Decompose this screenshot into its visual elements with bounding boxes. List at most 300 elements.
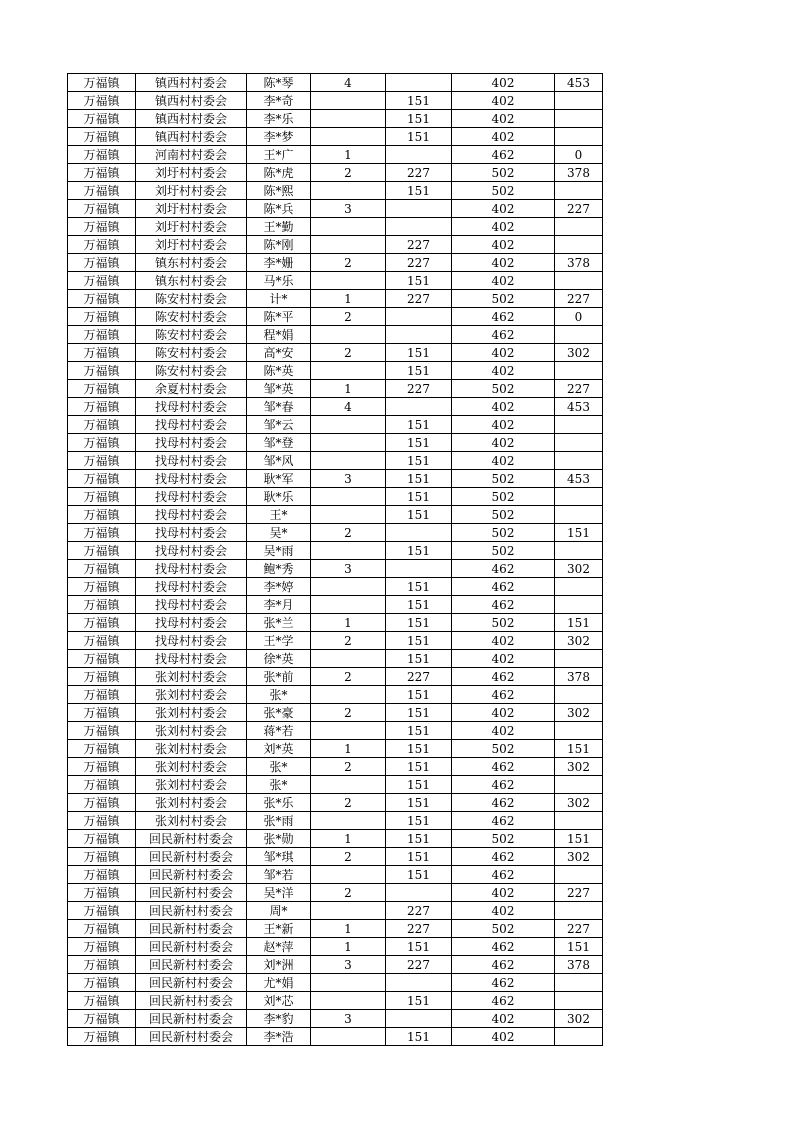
town-cell: 万福镇 xyxy=(68,650,136,668)
amount-b-cell: 402 xyxy=(452,92,555,110)
village-committee-cell: 陈安村村委会 xyxy=(136,362,247,380)
name-cell: 李*乐 xyxy=(247,110,311,128)
count-cell xyxy=(311,182,386,200)
village-committee-cell: 找母村村委会 xyxy=(136,452,247,470)
total-cell: 378 xyxy=(555,956,603,974)
town-cell: 万福镇 xyxy=(68,938,136,956)
total-cell: 227 xyxy=(555,920,603,938)
town-cell: 万福镇 xyxy=(68,632,136,650)
village-committee-cell: 找母村村委会 xyxy=(136,560,247,578)
total-cell xyxy=(555,992,603,1010)
amount-b-cell: 402 xyxy=(452,344,555,362)
village-committee-cell: 回民新村村委会 xyxy=(136,974,247,992)
name-cell: 邹*若 xyxy=(247,866,311,884)
amount-a-cell xyxy=(386,200,452,218)
amount-a-cell: 151 xyxy=(386,650,452,668)
total-cell: 151 xyxy=(555,938,603,956)
amount-a-cell: 151 xyxy=(386,830,452,848)
amount-b-cell: 502 xyxy=(452,614,555,632)
amount-b-cell: 402 xyxy=(452,416,555,434)
table-row xyxy=(68,74,603,92)
count-cell xyxy=(311,506,386,524)
amount-a-cell xyxy=(386,560,452,578)
total-cell: 302 xyxy=(555,758,603,776)
town-cell: 万福镇 xyxy=(68,434,136,452)
table-row xyxy=(68,380,603,398)
table-row xyxy=(68,830,603,848)
total-cell xyxy=(555,434,603,452)
amount-b-cell: 462 xyxy=(452,992,555,1010)
name-cell: 耿*军 xyxy=(247,470,311,488)
name-cell: 王* xyxy=(247,506,311,524)
name-cell: 高*安 xyxy=(247,344,311,362)
town-cell: 万福镇 xyxy=(68,128,136,146)
amount-b-cell: 402 xyxy=(452,884,555,902)
amount-b-cell: 402 xyxy=(452,254,555,272)
town-cell: 万福镇 xyxy=(68,1010,136,1028)
town-cell: 万福镇 xyxy=(68,74,136,92)
total-cell: 378 xyxy=(555,668,603,686)
village-committee-cell: 镇东村村委会 xyxy=(136,272,247,290)
village-committee-cell: 张刘村村委会 xyxy=(136,740,247,758)
amount-a-cell: 151 xyxy=(386,848,452,866)
amount-b-cell: 502 xyxy=(452,488,555,506)
table-row xyxy=(68,650,603,668)
total-cell xyxy=(555,452,603,470)
amount-b-cell: 402 xyxy=(452,74,555,92)
amount-a-cell: 151 xyxy=(386,272,452,290)
amount-a-cell: 151 xyxy=(386,686,452,704)
village-committee-cell: 回民新村村委会 xyxy=(136,884,247,902)
village-committee-cell: 找母村村委会 xyxy=(136,632,247,650)
town-cell: 万福镇 xyxy=(68,542,136,560)
village-committee-cell: 刘圩村村委会 xyxy=(136,218,247,236)
amount-a-cell xyxy=(386,1010,452,1028)
count-cell xyxy=(311,128,386,146)
amount-b-cell: 462 xyxy=(452,596,555,614)
town-cell: 万福镇 xyxy=(68,794,136,812)
count-cell: 4 xyxy=(311,74,386,92)
amount-b-cell: 402 xyxy=(452,200,555,218)
name-cell: 蒋*若 xyxy=(247,722,311,740)
count-cell: 3 xyxy=(311,956,386,974)
name-cell: 马*乐 xyxy=(247,272,311,290)
total-cell: 453 xyxy=(555,398,603,416)
amount-b-cell: 402 xyxy=(452,272,555,290)
village-committee-cell: 张刘村村委会 xyxy=(136,776,247,794)
total-cell xyxy=(555,488,603,506)
amount-b-cell: 402 xyxy=(452,704,555,722)
village-committee-cell: 回民新村村委会 xyxy=(136,938,247,956)
town-cell: 万福镇 xyxy=(68,362,136,380)
amount-b-cell: 502 xyxy=(452,830,555,848)
total-cell xyxy=(555,182,603,200)
name-cell: 张*勋 xyxy=(247,830,311,848)
total-cell xyxy=(555,902,603,920)
town-cell: 万福镇 xyxy=(68,200,136,218)
amount-b-cell: 462 xyxy=(452,956,555,974)
village-committee-cell: 找母村村委会 xyxy=(136,506,247,524)
town-cell: 万福镇 xyxy=(68,182,136,200)
total-cell: 151 xyxy=(555,524,603,542)
total-cell xyxy=(555,650,603,668)
table-row xyxy=(68,776,603,794)
amount-b-cell: 502 xyxy=(452,524,555,542)
name-cell: 李*婷 xyxy=(247,578,311,596)
town-cell: 万福镇 xyxy=(68,254,136,272)
name-cell: 陈*熙 xyxy=(247,182,311,200)
count-cell xyxy=(311,686,386,704)
village-committee-cell: 找母村村委会 xyxy=(136,542,247,560)
amount-a-cell: 227 xyxy=(386,236,452,254)
amount-a-cell: 151 xyxy=(386,128,452,146)
amount-a-cell xyxy=(386,974,452,992)
amount-a-cell: 151 xyxy=(386,740,452,758)
table-row xyxy=(68,434,603,452)
town-cell: 万福镇 xyxy=(68,902,136,920)
amount-a-cell xyxy=(386,308,452,326)
name-cell: 陈*平 xyxy=(247,308,311,326)
town-cell: 万福镇 xyxy=(68,848,136,866)
town-cell: 万福镇 xyxy=(68,668,136,686)
name-cell: 李*浩 xyxy=(247,1028,311,1046)
data-table xyxy=(67,73,603,1046)
count-cell xyxy=(311,542,386,560)
village-committee-cell: 找母村村委会 xyxy=(136,434,247,452)
table-row xyxy=(68,974,603,992)
town-cell: 万福镇 xyxy=(68,506,136,524)
amount-b-cell: 462 xyxy=(452,848,555,866)
table-row xyxy=(68,1028,603,1046)
town-cell: 万福镇 xyxy=(68,974,136,992)
name-cell: 张*豪 xyxy=(247,704,311,722)
amount-b-cell: 402 xyxy=(452,722,555,740)
count-cell xyxy=(311,992,386,1010)
count-cell: 2 xyxy=(311,254,386,272)
amount-a-cell: 151 xyxy=(386,416,452,434)
count-cell: 1 xyxy=(311,290,386,308)
total-cell xyxy=(555,812,603,830)
town-cell: 万福镇 xyxy=(68,992,136,1010)
total-cell: 302 xyxy=(555,848,603,866)
count-cell xyxy=(311,92,386,110)
town-cell: 万福镇 xyxy=(68,488,136,506)
count-cell: 2 xyxy=(311,848,386,866)
amount-b-cell: 502 xyxy=(452,290,555,308)
village-committee-cell: 镇西村村委会 xyxy=(136,110,247,128)
town-cell: 万福镇 xyxy=(68,308,136,326)
amount-b-cell: 402 xyxy=(452,632,555,650)
total-cell: 151 xyxy=(555,614,603,632)
total-cell xyxy=(555,686,603,704)
village-committee-cell: 回民新村村委会 xyxy=(136,1010,247,1028)
village-committee-cell: 回民新村村委会 xyxy=(136,830,247,848)
name-cell: 王*勤 xyxy=(247,218,311,236)
table-row xyxy=(68,362,603,380)
total-cell xyxy=(555,272,603,290)
amount-b-cell: 462 xyxy=(452,146,555,164)
count-cell xyxy=(311,110,386,128)
table-body xyxy=(68,74,603,1046)
name-cell: 张*乐 xyxy=(247,794,311,812)
table-row xyxy=(68,812,603,830)
count-cell xyxy=(311,866,386,884)
name-cell: 邹*春 xyxy=(247,398,311,416)
amount-a-cell: 151 xyxy=(386,758,452,776)
town-cell: 万福镇 xyxy=(68,398,136,416)
amount-a-cell: 151 xyxy=(386,92,452,110)
count-cell: 2 xyxy=(311,704,386,722)
total-cell: 302 xyxy=(555,704,603,722)
count-cell xyxy=(311,416,386,434)
town-cell: 万福镇 xyxy=(68,344,136,362)
town-cell: 万福镇 xyxy=(68,884,136,902)
amount-b-cell: 402 xyxy=(452,452,555,470)
total-cell xyxy=(555,596,603,614)
town-cell: 万福镇 xyxy=(68,110,136,128)
amount-b-cell: 402 xyxy=(452,218,555,236)
table-row xyxy=(68,344,603,362)
count-cell xyxy=(311,650,386,668)
amount-a-cell: 151 xyxy=(386,794,452,812)
name-cell: 王*广 xyxy=(247,146,311,164)
table-row xyxy=(68,164,603,182)
amount-a-cell: 151 xyxy=(386,1028,452,1046)
name-cell: 吴* xyxy=(247,524,311,542)
town-cell: 万福镇 xyxy=(68,380,136,398)
total-cell: 302 xyxy=(555,632,603,650)
table-row xyxy=(68,560,603,578)
village-committee-cell: 回民新村村委会 xyxy=(136,848,247,866)
amount-b-cell: 462 xyxy=(452,686,555,704)
village-committee-cell: 找母村村委会 xyxy=(136,416,247,434)
total-cell xyxy=(555,128,603,146)
count-cell: 3 xyxy=(311,470,386,488)
town-cell: 万福镇 xyxy=(68,524,136,542)
amount-b-cell: 502 xyxy=(452,380,555,398)
town-cell: 万福镇 xyxy=(68,740,136,758)
amount-a-cell: 227 xyxy=(386,290,452,308)
count-cell xyxy=(311,362,386,380)
town-cell: 万福镇 xyxy=(68,830,136,848)
village-committee-cell: 刘圩村村委会 xyxy=(136,182,247,200)
amount-a-cell xyxy=(386,524,452,542)
count-cell xyxy=(311,1028,386,1046)
count-cell xyxy=(311,236,386,254)
town-cell: 万福镇 xyxy=(68,146,136,164)
town-cell: 万福镇 xyxy=(68,236,136,254)
total-cell xyxy=(555,218,603,236)
village-committee-cell: 找母村村委会 xyxy=(136,524,247,542)
amount-b-cell: 462 xyxy=(452,578,555,596)
total-cell: 378 xyxy=(555,254,603,272)
table-row xyxy=(68,128,603,146)
count-cell: 1 xyxy=(311,830,386,848)
total-cell xyxy=(555,776,603,794)
count-cell: 4 xyxy=(311,398,386,416)
amount-a-cell xyxy=(386,74,452,92)
amount-a-cell: 151 xyxy=(386,578,452,596)
total-cell xyxy=(555,974,603,992)
amount-b-cell: 502 xyxy=(452,920,555,938)
amount-a-cell: 151 xyxy=(386,596,452,614)
name-cell: 耿*乐 xyxy=(247,488,311,506)
village-committee-cell: 回民新村村委会 xyxy=(136,1028,247,1046)
name-cell: 张* xyxy=(247,776,311,794)
amount-a-cell: 227 xyxy=(386,920,452,938)
total-cell xyxy=(555,506,603,524)
table-row xyxy=(68,740,603,758)
count-cell xyxy=(311,776,386,794)
amount-a-cell: 151 xyxy=(386,614,452,632)
table-row xyxy=(68,506,603,524)
table-row xyxy=(68,92,603,110)
name-cell: 王*学 xyxy=(247,632,311,650)
table-row xyxy=(68,488,603,506)
village-committee-cell: 张刘村村委会 xyxy=(136,668,247,686)
count-cell xyxy=(311,488,386,506)
table-row xyxy=(68,596,603,614)
table-row xyxy=(68,668,603,686)
town-cell: 万福镇 xyxy=(68,326,136,344)
table-row xyxy=(68,1010,603,1028)
total-cell: 227 xyxy=(555,380,603,398)
total-cell xyxy=(555,578,603,596)
name-cell: 邹*云 xyxy=(247,416,311,434)
table-row xyxy=(68,920,603,938)
amount-a-cell: 151 xyxy=(386,488,452,506)
town-cell: 万福镇 xyxy=(68,776,136,794)
amount-b-cell: 402 xyxy=(452,650,555,668)
table-row xyxy=(68,704,603,722)
name-cell: 刘*洲 xyxy=(247,956,311,974)
count-cell: 1 xyxy=(311,146,386,164)
count-cell xyxy=(311,722,386,740)
name-cell: 李*奇 xyxy=(247,92,311,110)
name-cell: 刘*芯 xyxy=(247,992,311,1010)
count-cell: 1 xyxy=(311,938,386,956)
village-committee-cell: 张刘村村委会 xyxy=(136,758,247,776)
table-row xyxy=(68,200,603,218)
name-cell: 陈*兵 xyxy=(247,200,311,218)
name-cell: 李*姗 xyxy=(247,254,311,272)
table-row xyxy=(68,272,603,290)
village-committee-cell: 张刘村村委会 xyxy=(136,704,247,722)
count-cell: 1 xyxy=(311,380,386,398)
village-committee-cell: 张刘村村委会 xyxy=(136,794,247,812)
village-committee-cell: 找母村村委会 xyxy=(136,650,247,668)
amount-a-cell: 151 xyxy=(386,542,452,560)
name-cell: 程*娟 xyxy=(247,326,311,344)
amount-a-cell: 151 xyxy=(386,992,452,1010)
name-cell: 陈*虎 xyxy=(247,164,311,182)
amount-a-cell xyxy=(386,884,452,902)
name-cell: 周* xyxy=(247,902,311,920)
total-cell: 227 xyxy=(555,884,603,902)
village-committee-cell: 找母村村委会 xyxy=(136,488,247,506)
table-row xyxy=(68,794,603,812)
amount-a-cell: 227 xyxy=(386,380,452,398)
village-committee-cell: 张刘村村委会 xyxy=(136,812,247,830)
table-row xyxy=(68,614,603,632)
table-row xyxy=(68,326,603,344)
table-row xyxy=(68,290,603,308)
amount-a-cell: 151 xyxy=(386,506,452,524)
amount-b-cell: 402 xyxy=(452,434,555,452)
name-cell: 尤*娟 xyxy=(247,974,311,992)
amount-a-cell: 151 xyxy=(386,632,452,650)
table-row xyxy=(68,218,603,236)
village-committee-cell: 镇西村村委会 xyxy=(136,74,247,92)
count-cell xyxy=(311,452,386,470)
table-row xyxy=(68,542,603,560)
amount-a-cell: 227 xyxy=(386,164,452,182)
name-cell: 张*前 xyxy=(247,668,311,686)
name-cell: 王*新 xyxy=(247,920,311,938)
amount-b-cell: 502 xyxy=(452,506,555,524)
name-cell: 吴*洋 xyxy=(247,884,311,902)
count-cell: 1 xyxy=(311,740,386,758)
name-cell: 李*豹 xyxy=(247,1010,311,1028)
village-committee-cell: 陈安村村委会 xyxy=(136,290,247,308)
village-committee-cell: 镇西村村委会 xyxy=(136,128,247,146)
amount-a-cell: 151 xyxy=(386,344,452,362)
amount-a-cell: 151 xyxy=(386,812,452,830)
total-cell xyxy=(555,236,603,254)
table-row xyxy=(68,848,603,866)
amount-a-cell xyxy=(386,146,452,164)
town-cell: 万福镇 xyxy=(68,560,136,578)
amount-b-cell: 502 xyxy=(452,740,555,758)
total-cell xyxy=(555,92,603,110)
village-committee-cell: 河南村村委会 xyxy=(136,146,247,164)
town-cell: 万福镇 xyxy=(68,956,136,974)
count-cell: 2 xyxy=(311,524,386,542)
village-committee-cell: 回民新村村委会 xyxy=(136,956,247,974)
amount-b-cell: 402 xyxy=(452,398,555,416)
name-cell: 计* xyxy=(247,290,311,308)
amount-a-cell: 151 xyxy=(386,704,452,722)
amount-a-cell: 151 xyxy=(386,110,452,128)
amount-b-cell: 402 xyxy=(452,1028,555,1046)
amount-b-cell: 462 xyxy=(452,560,555,578)
total-cell xyxy=(555,722,603,740)
table-row xyxy=(68,902,603,920)
name-cell: 张*雨 xyxy=(247,812,311,830)
amount-b-cell: 462 xyxy=(452,974,555,992)
total-cell: 227 xyxy=(555,290,603,308)
amount-a-cell: 151 xyxy=(386,452,452,470)
town-cell: 万福镇 xyxy=(68,470,136,488)
village-committee-cell: 陈安村村委会 xyxy=(136,326,247,344)
amount-b-cell: 502 xyxy=(452,542,555,560)
amount-b-cell: 402 xyxy=(452,236,555,254)
name-cell: 邹*登 xyxy=(247,434,311,452)
amount-b-cell: 462 xyxy=(452,812,555,830)
amount-a-cell: 227 xyxy=(386,902,452,920)
name-cell: 吴*雨 xyxy=(247,542,311,560)
village-committee-cell: 镇东村村委会 xyxy=(136,254,247,272)
village-committee-cell: 回民新村村委会 xyxy=(136,992,247,1010)
total-cell: 151 xyxy=(555,830,603,848)
count-cell xyxy=(311,434,386,452)
name-cell: 邹*风 xyxy=(247,452,311,470)
total-cell: 302 xyxy=(555,794,603,812)
amount-b-cell: 402 xyxy=(452,128,555,146)
count-cell: 2 xyxy=(311,344,386,362)
count-cell xyxy=(311,578,386,596)
count-cell: 3 xyxy=(311,1010,386,1028)
